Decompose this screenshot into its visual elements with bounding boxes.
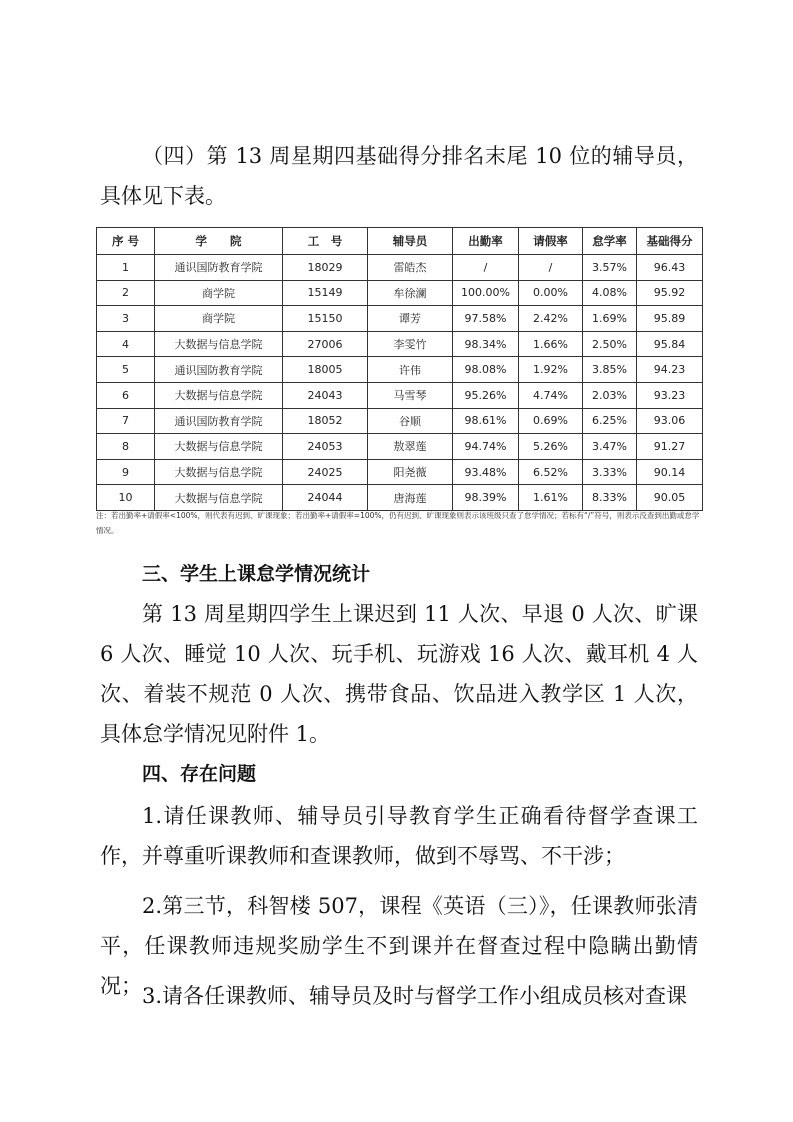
table-cell: 商学院 (155, 306, 283, 332)
table-cell: 18029 (283, 255, 368, 281)
table-row (97, 280, 703, 306)
header-cell: 出勤率 (453, 228, 519, 255)
table-cell: 马雪琴 (368, 382, 453, 408)
table-cell: 许伟 (368, 357, 453, 383)
table-cell: 91.27 (637, 434, 703, 460)
table-cell: 10 (97, 485, 155, 511)
table-cell: 93.48% (453, 459, 519, 485)
issue-item-1: 1.请任课教师、辅导员引导教育学生正确看待督学查课工作，并尊重听课教师和查课教师，做到不辱骂、不干涉； (100, 804, 698, 868)
table-cell: 2.50% (583, 331, 637, 357)
table-row (97, 382, 703, 408)
section-4-heading: 四、存在问题 (142, 763, 257, 785)
table-cell: 3.57% (583, 255, 637, 281)
table-cell: 2.42% (519, 306, 583, 332)
table-cell: 18005 (283, 357, 368, 383)
table-cell: 大数据与信息学院 (155, 434, 283, 460)
table-cell: 通识国防教育学院 (155, 255, 283, 281)
table-cell: 0.00% (519, 280, 583, 306)
header-cell: 基础得分 (637, 228, 703, 255)
table-cell: 24025 (283, 459, 368, 485)
table-cell: 95.26% (453, 382, 519, 408)
table-cell: 8.33% (583, 485, 637, 511)
table-cell: 4.74% (519, 382, 583, 408)
table-cell: 15150 (283, 306, 368, 332)
table-cell: 94.23 (637, 357, 703, 383)
table-cell: 100.00% (453, 280, 519, 306)
table-cell: 90.05 (637, 485, 703, 511)
table-cell: 4.08% (583, 280, 637, 306)
header-cell: 请假率 (519, 228, 583, 255)
table-row (97, 357, 703, 383)
table-cell: 95.92 (637, 280, 703, 306)
table-cell: 通识国防教育学院 (155, 408, 283, 434)
table-cell: 90.14 (637, 459, 703, 485)
table-cell: 7 (97, 408, 155, 434)
table-row (97, 331, 703, 357)
table-cell: 1 (97, 255, 155, 281)
table-cell: 谷顺 (368, 408, 453, 434)
table-cell: 24044 (283, 485, 368, 511)
table-cell: 敖翠莲 (368, 434, 453, 460)
table-cell: 98.39% (453, 485, 519, 511)
table-cell: 98.08% (453, 357, 519, 383)
counselor-ranking-table (96, 227, 703, 511)
table-cell: 24043 (283, 382, 368, 408)
table-cell: 3.47% (583, 434, 637, 460)
table-cell: 1.61% (519, 485, 583, 511)
table-cell: 5 (97, 357, 155, 383)
table-cell: 94.74% (453, 434, 519, 460)
table-row (97, 459, 703, 485)
table-cell: 李雯竹 (368, 331, 453, 357)
table-cell: / (519, 255, 583, 281)
table-cell: 商学院 (155, 280, 283, 306)
table-cell: 唐海莲 (368, 485, 453, 511)
table-cell: 大数据与信息学院 (155, 382, 283, 408)
table-cell: 3.33% (583, 459, 637, 485)
header-cell: 工 号 (283, 228, 368, 255)
table-row (97, 434, 703, 460)
table-cell: 2.03% (583, 382, 637, 408)
table-cell: / (453, 255, 519, 281)
table-cell: 98.34% (453, 331, 519, 357)
table-cell: 93.06 (637, 408, 703, 434)
table-cell: 96.43 (637, 255, 703, 281)
table-cell: 95.84 (637, 331, 703, 357)
table-cell: 阳尧薇 (368, 459, 453, 485)
table-cell: 9 (97, 459, 155, 485)
table-cell: 8 (97, 434, 155, 460)
table-cell: 通识国防教育学院 (155, 357, 283, 383)
table-footnote: 注：若出勤率+请假率<100%，则代表有迟到、旷课现象；若出勤率+请假率=100%，仍有迟到、旷课现象则表示该班级只查了怠学情况；若标有“/”符号，则表示没查到出勤或怠学情况。 (96, 511, 700, 535)
table-cell: 98.61% (453, 408, 519, 434)
table-cell: 6.52% (519, 459, 583, 485)
header-cell: 辅导员 (368, 228, 453, 255)
table-cell: 大数据与信息学院 (155, 331, 283, 357)
table-cell: 93.23 (637, 382, 703, 408)
table-cell: 4 (97, 331, 155, 357)
table-cell: 97.58% (453, 306, 519, 332)
table-cell: 谭芳 (368, 306, 453, 332)
intro-paragraph: （四）第 13 周星期四基础得分排名末尾 10 位的辅导员，具体见下表。 (100, 144, 698, 208)
table-cell: 5.26% (519, 434, 583, 460)
table-cell: 2 (97, 280, 155, 306)
table-cell: 6.25% (583, 408, 637, 434)
section-3-heading: 三、学生上课怠学情况统计 (142, 563, 371, 585)
header-cell: 序 号 (97, 228, 155, 255)
table-header-row (97, 228, 703, 255)
table-row (97, 255, 703, 281)
table-cell: 3.85% (583, 357, 637, 383)
table-cell: 6 (97, 382, 155, 408)
issue-item-2: 2.第三节，科智楼 507，课程《英语（三）》，任课教师张清平，任课教师违规奖励学生不到课并在督查过程中隐瞒出勤情况； (100, 894, 698, 998)
table-cell: 1.69% (583, 306, 637, 332)
table-cell: 雷皓杰 (368, 255, 453, 281)
header-cell: 怠学率 (583, 228, 637, 255)
table-row (97, 306, 703, 332)
section-3-body: 第 13 周星期四学生上课迟到 11 人次、早退 0 人次、旷课 6 人次、睡觉 10 人次、玩手机、玩游戏 16 人次、戴耳机 4 人次、着装不规范 0 人次、携带食品、饮品进入教学区 1 人次，具体怠学情况见附件 1。 (100, 602, 698, 746)
table-cell: 18052 (283, 408, 368, 434)
table-cell: 3 (97, 306, 155, 332)
table-cell: 1.92% (519, 357, 583, 383)
table-cell: 0.69% (519, 408, 583, 434)
table-cell: 牟徐澜 (368, 280, 453, 306)
table-cell: 1.66% (519, 331, 583, 357)
table-cell: 27006 (283, 331, 368, 357)
table-cell: 24053 (283, 434, 368, 460)
table-cell: 15149 (283, 280, 368, 306)
table-cell: 95.89 (637, 306, 703, 332)
table-cell: 大数据与信息学院 (155, 459, 283, 485)
issue-item-3: 3.请各任课教师、辅导员及时与督学工作小组成员核对查课 (142, 984, 688, 1008)
table-row (97, 408, 703, 434)
table-row (97, 485, 703, 511)
header-cell: 学 院 (155, 228, 283, 255)
table-cell: 大数据与信息学院 (155, 485, 283, 511)
